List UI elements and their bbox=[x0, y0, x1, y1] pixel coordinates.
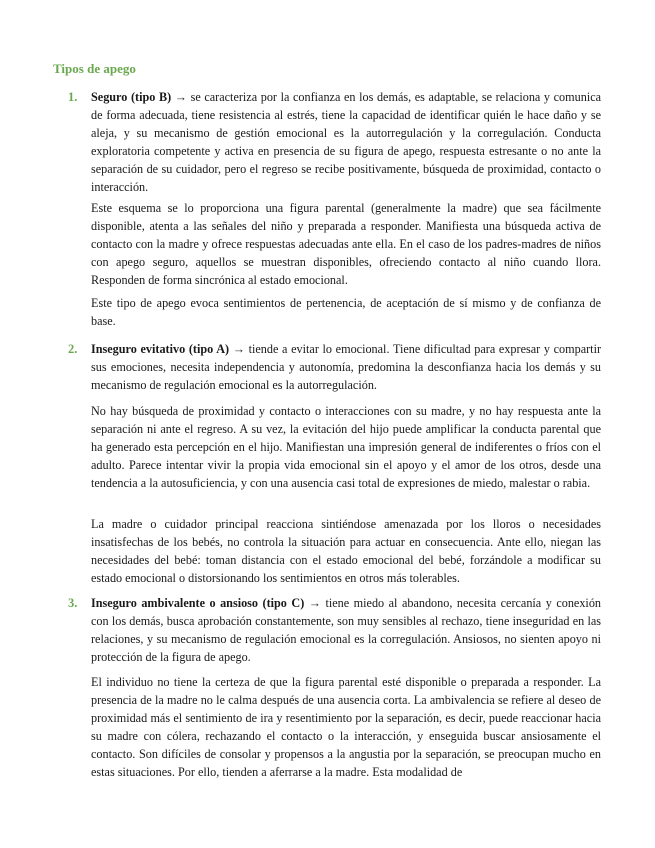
arrow-glyph: → bbox=[232, 342, 245, 356]
paragraph: Este esquema se lo proporciona una figura parental (generalmente la madre) que sea fácilmente disponible, atenta a las señales del niño y preparada a responder. Manifiesta una búsqueda activa de contacto con la madre y ofrece respuestas adecuadas ante ella. En el caso de los padres-madres de niños con apego seguro, aquellos se muestran disponibles, ofreciendo contacto al niño cuando llora. Responden de forma sincrónica al estado emocional. bbox=[91, 201, 601, 287]
arrow-glyph: → bbox=[174, 90, 187, 104]
arrow-glyph: → bbox=[308, 596, 321, 610]
paragraph: No hay búsqueda de proximidad y contacto o interacciones con su madre, y no hay respuesta ante la separación ni ante el regreso. A su vez, la evitación del hijo puede amplificar la conducta parental que ha generado esta percepción en el hijo. Manifiestan una impresión general de indiferentes o fríos con el adulto. Parece intentar vivir la propia vida emocional sin el apoyo y el amor de los otros, desde una tendencia a la autosuficiencia, y con una ausencia casi total de expresiones de miedo, malestar o rabia. bbox=[91, 404, 601, 490]
list-number-1: 1. bbox=[68, 90, 78, 104]
item-lead-paragraph bbox=[91, 595, 601, 667]
paragraph: Este tipo de apego evoca sentimientos de pertenencia, de aceptación de sí mismo y de confianza de base. bbox=[91, 296, 601, 328]
paragraph: La madre o cuidador principal reacciona sintiéndose amenazada por los lloros o necesidades insatisfechas de los bebés, no controla la situación para actuar en consecuencia. Ante ello, niegan las necesidades del bebé: toman distancia con el estado emocional del bebé, forzándole a modificar su estado emocional o distorsionando los sentimientos en otros más tolerables. bbox=[91, 517, 601, 585]
list-item-seguro bbox=[91, 89, 601, 196]
item-title: Inseguro ambivalente o ansioso (tipo C) bbox=[91, 596, 305, 610]
list-item-inseguro-ambivalente bbox=[91, 595, 601, 667]
item-title: Inseguro evitativo (tipo A) bbox=[91, 342, 230, 356]
item-lead-text: tiende a evitar lo emocional. Tiene dificultad para expresar y compartir sus emociones, necesita independencia y autonomía, predomina la desconfianza hacia los demás y su mecanismo de regulación emocional es la autorregulación. bbox=[91, 342, 602, 392]
item-title: Seguro (tipo B) bbox=[91, 90, 172, 104]
item-lead-text: tiene miedo al abandono, necesita cercanía y conexión con los demás, busca aprobación constantemente, son muy sensibles al rechazo, tiene inseguridad en las relaciones, y su mecanismo de regulación emocional es la corregulación. Ansiosos, no sienten apoyo ni protección de la figura de apego. bbox=[91, 596, 602, 664]
list-number-2: 2. bbox=[68, 342, 78, 356]
item-lead-text: se caracteriza por la confianza en los demás, es adaptable, se relaciona y comunica de forma adecuada, tiene resistencia al estrés, tiene la capacidad de identificar quién le hace daño y se aleja, y su mecanismo de gestión emocional es la autorregulación y la corregulación. Conducta exploratoria competente y activa en presencia de su figura de apego, respuesta estresante o no ante la separación de su cuidador, pero el regreso se recibe positivamente, búsqueda de proximidad, contacto o interacción. bbox=[91, 90, 602, 194]
paragraph: El individuo no tiene la certeza de que la figura parental esté disponible o preparada a responder. La presencia de la madre no le calma después de una ausencia corta. La ambivalencia se refiere al deseo de proximidad más el sentimiento de ira y resentimiento por la separación, es decir, puede reaccionar hacia su madre con cólera, rechazando el contacto o la interacción, y enseguida buscar ansiosamente el contacto. Son difíciles de consolar y propensos a la angustia por la separación, se preocupan mucho en estas situaciones. Por ello, tienden a aferrarse a la madre. Esta modalidad de bbox=[91, 675, 601, 779]
list-number-3: 3. bbox=[68, 596, 78, 610]
list-item-inseguro-evitativo bbox=[91, 341, 601, 395]
section-heading: Tipos de apego bbox=[53, 61, 136, 76]
item-lead-paragraph bbox=[91, 341, 601, 395]
item-lead-paragraph bbox=[91, 89, 601, 196]
